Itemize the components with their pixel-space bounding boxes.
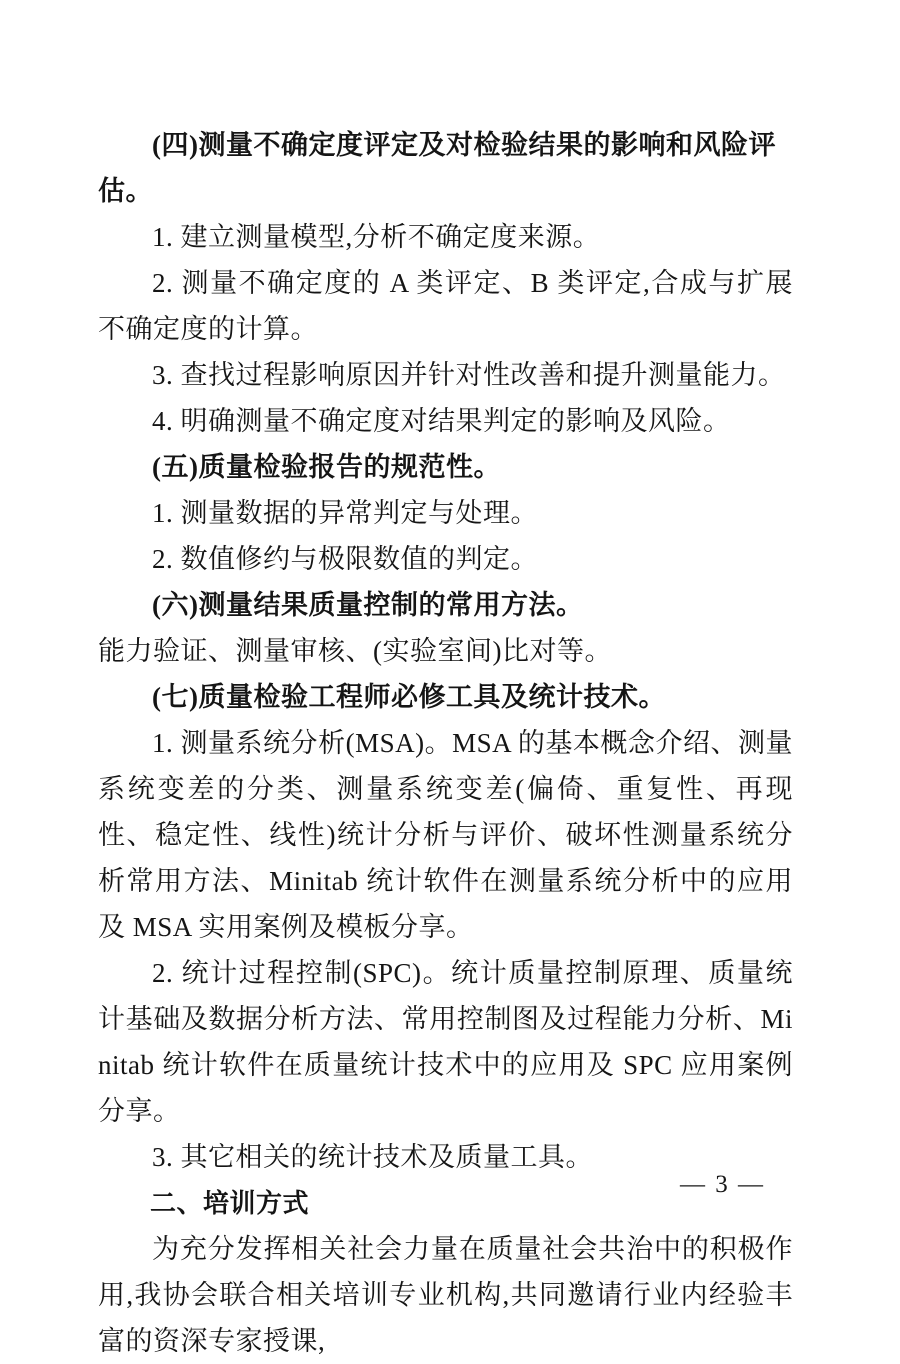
paragraph: 3. 查找过程影响原因并针对性改善和提升测量能力。: [152, 360, 786, 390]
subsection-heading: (七)质量检验工程师必修工具及统计技术。: [152, 682, 666, 712]
subsection-heading: (四)测量不确定度评定及对检验结果的影响和风险评估。: [98, 130, 776, 206]
paragraph: 2. 统计过程控制(SPC)。统计质量控制原理、质量统计基础及数据分析方法、常用控制图及过程能力分析、Minitab 统计软件在质量统计技术中的应用及 SPC 应用案例分享。: [98, 958, 793, 1126]
subsection-heading: (六)测量结果质量控制的常用方法。: [152, 590, 584, 620]
paragraph: 3. 其它相关的统计技术及质量工具。: [152, 1142, 593, 1172]
paragraph: 4. 明确测量不确定度对结果判定的影响及风险。: [152, 406, 731, 436]
paragraph: 1. 测量数据的异常判定与处理。: [152, 498, 538, 528]
paragraph: 为充分发挥相关社会力量在质量社会共治中的积极作用,我协会联合相关培训专业机构,共同邀请行业内经验丰富的资深专家授课,: [98, 1234, 793, 1356]
page-number: — 3 —: [680, 1171, 765, 1198]
paragraph: 2. 数值修约与极限数值的判定。: [152, 544, 538, 574]
paragraph: 能力验证、测量审核、(实验室间)比对等。: [98, 636, 612, 666]
paragraph: 1. 建立测量模型,分析不确定度来源。: [152, 222, 601, 252]
paragraph: 1. 测量系统分析(MSA)。MSA 的基本概念介绍、测量系统变差的分类、测量系统变差(偏倚、重复性、再现性、稳定性、线性)统计分析与评价、破坏性测量系统分析常用方法、Minitab 统计软件在测量系统分析中的应用及 MSA 实用案例及模板分享。: [98, 728, 793, 942]
subsection-heading: (五)质量检验报告的规范性。: [152, 452, 501, 482]
paragraph: 2. 测量不确定度的 A 类评定、B 类评定,合成与扩展不确定度的计算。: [98, 268, 793, 344]
section-heading: 二、培训方式: [150, 1188, 310, 1218]
